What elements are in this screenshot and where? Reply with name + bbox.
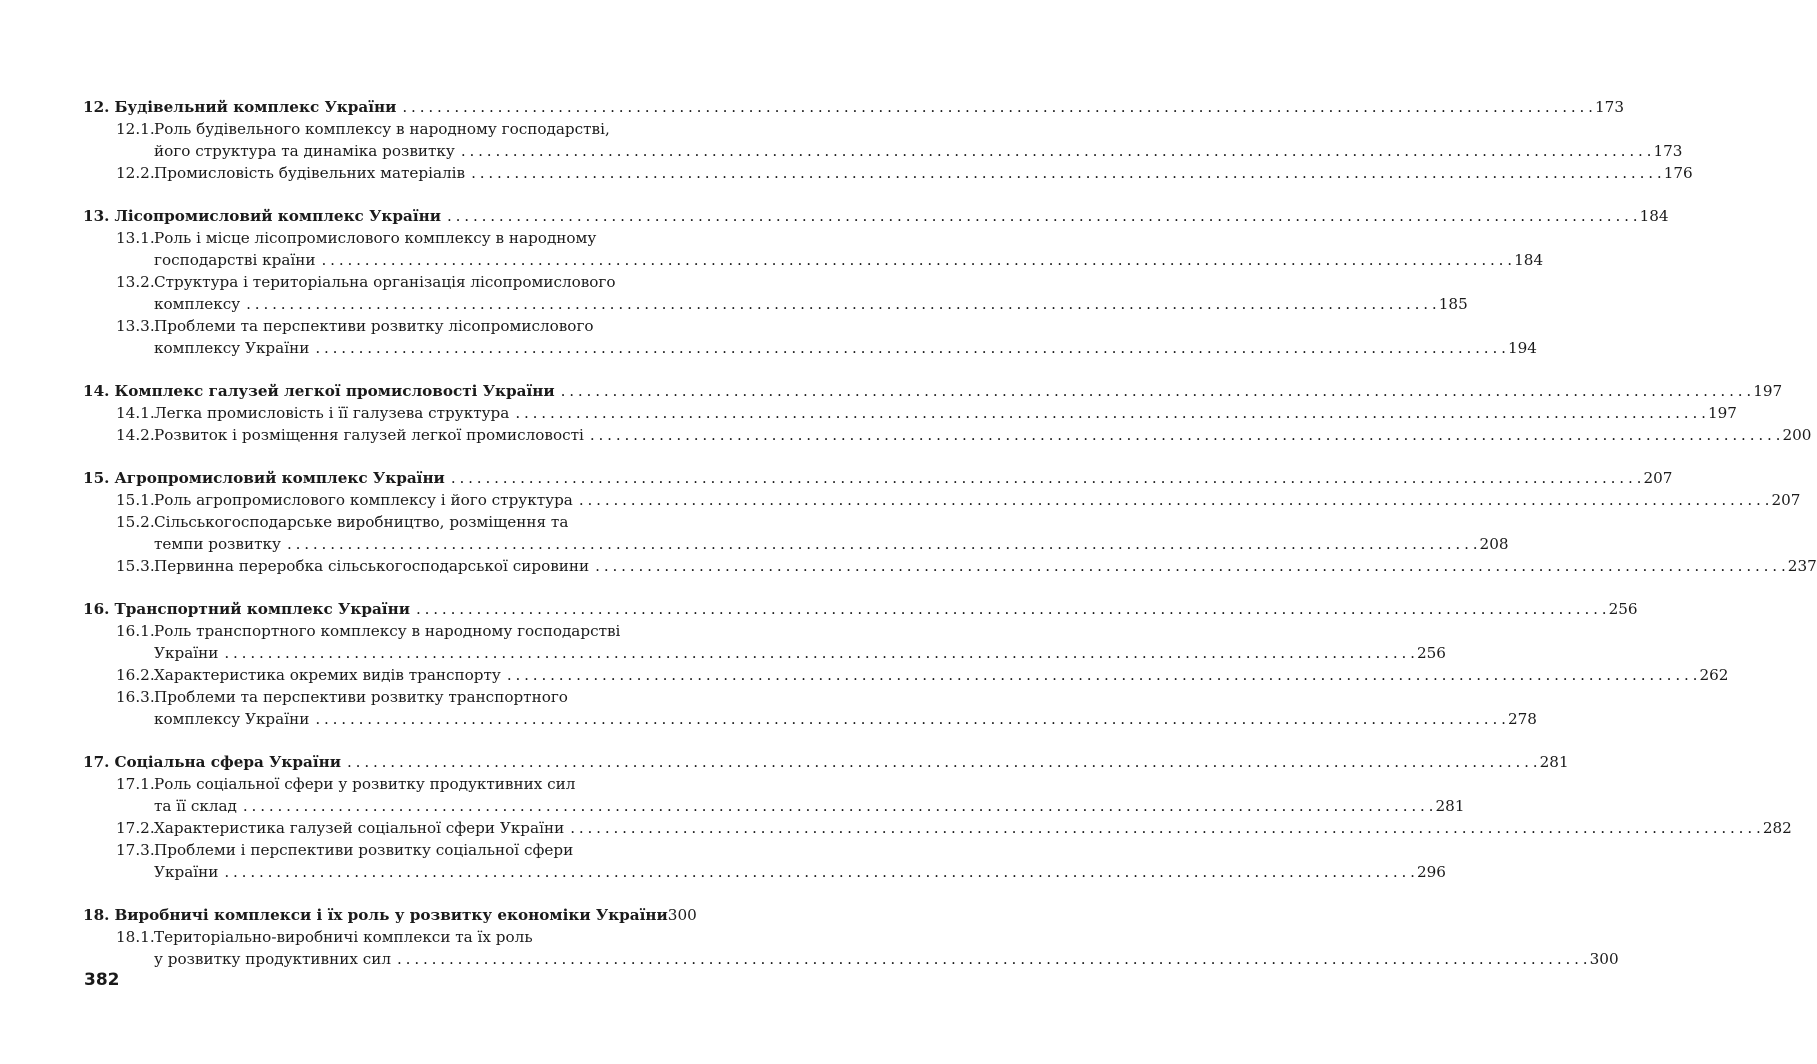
section-title: Проблеми і перспективи розвитку соціальної сфери	[154, 841, 574, 859]
chapter-heading	[83, 205, 1669, 227]
section-line	[83, 555, 1817, 577]
section-title: Роль транспортного комплексу в народному господарстві	[154, 622, 621, 640]
section-title: Роль соціальної сфери у розвитку продуктивних сил	[154, 775, 576, 793]
section-line	[83, 315, 653, 337]
dot-leader	[315, 708, 1506, 730]
dot-leader	[515, 402, 1706, 424]
section-title: Структура і територіальна організація лісопромислового	[154, 273, 616, 291]
section-title: Роль агропромислового комплексу і його структура	[154, 491, 573, 509]
toc-chapter	[83, 598, 1729, 730]
section-number: 14.2.	[116, 426, 155, 444]
section-line	[83, 271, 653, 293]
chapter-heading	[83, 598, 1638, 620]
chapter-title: Комплекс галузей легкої промисловості України	[114, 382, 555, 400]
section-title: Проблеми та перспективи розвитку транспортного	[154, 688, 568, 706]
chapter-number: 18.	[83, 906, 110, 924]
chapter-title: Агропромисловий комплекс України	[114, 469, 445, 487]
section-page: 282	[1762, 819, 1792, 837]
dot-leader	[397, 948, 1588, 970]
toc-chapter	[83, 96, 1693, 184]
dot-leader	[315, 337, 1506, 359]
section-title: Легка промисловість і її галузева структура	[154, 404, 510, 422]
section-title: Роль і місце лісопромислового комплексу в народному	[154, 229, 597, 247]
dot-leader	[451, 467, 1642, 489]
toc-chapter	[83, 751, 1792, 883]
dot-leader	[579, 489, 1770, 511]
dot-leader	[322, 249, 1513, 271]
section-line	[83, 773, 653, 795]
section-title: комплексу України	[154, 710, 310, 728]
section-number: 15.3.	[116, 557, 155, 575]
section-line	[83, 424, 1812, 446]
section-number: 13.3.	[116, 317, 155, 335]
section-line	[83, 249, 1544, 271]
section-line	[83, 948, 1619, 970]
toc-chapter	[83, 904, 1619, 970]
table-of-contents	[83, 96, 1817, 991]
section-page: 197	[1707, 404, 1737, 422]
toc-chapter	[83, 205, 1669, 359]
section-line	[83, 511, 653, 533]
chapter-heading	[83, 751, 1569, 773]
section-number: 15.1.	[116, 491, 155, 509]
section-page: 184	[1514, 251, 1544, 269]
chapter-number: 12.	[83, 98, 110, 116]
chapter-heading	[83, 96, 1624, 118]
section-title: Роль будівельного комплексу в народному господарстві,	[154, 120, 610, 138]
section-page: 281	[1435, 797, 1465, 815]
section-title: комплексу	[154, 295, 241, 313]
page-number: 382	[84, 970, 120, 990]
section-line	[83, 926, 653, 948]
toc-chapter	[83, 380, 1812, 446]
section-title: та її склад	[154, 797, 237, 815]
chapter-number: 17.	[83, 753, 110, 771]
section-title: темпи розвитку	[154, 535, 281, 553]
dot-leader	[402, 96, 1593, 118]
chapter-page: 281	[1539, 753, 1569, 771]
section-number: 12.2.	[116, 164, 155, 182]
chapter-page: 300	[667, 906, 697, 924]
section-line	[83, 839, 653, 861]
section-page: 194	[1507, 339, 1537, 357]
chapter-title: Транспортний комплекс України	[114, 600, 410, 618]
chapter-number: 15.	[83, 469, 110, 487]
section-line	[83, 817, 1792, 839]
dot-leader	[347, 751, 1538, 773]
section-title: Розвиток і розміщення галузей легкої промисловості	[154, 426, 584, 444]
chapter-heading	[83, 380, 1783, 402]
section-title: комплексу України	[154, 339, 310, 357]
section-page: 200	[1782, 426, 1812, 444]
dot-leader	[561, 380, 1752, 402]
section-page: 300	[1589, 950, 1619, 968]
section-page: 207	[1771, 491, 1801, 509]
section-title: Промисловість будівельних матеріалів	[154, 164, 466, 182]
section-title: Характеристика галузей соціальної сфери України	[154, 819, 565, 837]
section-number: 18.1.	[116, 928, 155, 946]
section-line	[83, 402, 1737, 424]
chapter-heading	[83, 467, 1673, 489]
section-number: 17.2.	[116, 819, 155, 837]
section-title: у розвитку продуктивних сил	[154, 950, 392, 968]
dot-leader	[590, 424, 1781, 446]
section-line	[83, 642, 1446, 664]
section-title: України	[154, 644, 219, 662]
section-line	[83, 533, 1509, 555]
dot-leader	[447, 205, 1638, 227]
section-number: 16.2.	[116, 666, 155, 684]
section-title: України	[154, 863, 219, 881]
section-line	[83, 140, 1683, 162]
chapter-page: 207	[1643, 469, 1673, 487]
section-page: 256	[1416, 644, 1446, 662]
dot-leader	[416, 598, 1607, 620]
section-line	[83, 337, 1537, 359]
section-page: 296	[1416, 863, 1446, 881]
section-line	[83, 162, 1693, 184]
section-line	[83, 620, 653, 642]
section-number: 16.3.	[116, 688, 155, 706]
dot-leader	[224, 861, 1415, 883]
dot-leader	[595, 555, 1786, 577]
section-page: 278	[1507, 710, 1537, 728]
section-number: 12.1.	[116, 120, 155, 138]
chapter-page: 173	[1595, 98, 1624, 116]
section-line	[83, 861, 1446, 883]
section-line	[83, 686, 653, 708]
dot-leader	[471, 162, 1662, 184]
chapter-title: Лісопромисловий комплекс України	[114, 207, 441, 225]
section-line	[83, 293, 1468, 315]
chapter-page: 197	[1753, 382, 1783, 400]
dot-leader	[287, 533, 1478, 555]
chapter-page: 256	[1608, 600, 1638, 618]
section-number: 13.1.	[116, 229, 155, 247]
section-page: 237	[1787, 557, 1817, 575]
section-line	[83, 708, 1537, 730]
section-title: Сільськогосподарське виробництво, розміщення та	[154, 513, 569, 531]
section-line	[83, 795, 1465, 817]
section-page: 185	[1438, 295, 1468, 313]
section-number: 14.1.	[116, 404, 155, 422]
section-title: господарстві країни	[154, 251, 316, 269]
section-line	[83, 227, 653, 249]
dot-leader	[224, 642, 1415, 664]
section-page: 208	[1479, 535, 1509, 553]
section-number: 17.3.	[116, 841, 155, 859]
chapter-number: 14.	[83, 382, 110, 400]
dot-leader	[461, 140, 1652, 162]
chapter-title: Соціальна сфера України	[114, 753, 342, 771]
section-number: 17.1.	[116, 775, 155, 793]
section-title: Первинна переробка сільськогосподарської сировини	[154, 557, 590, 575]
chapter-title: Виробничі комплекси і їх роль у розвитку економіки України	[114, 906, 668, 924]
section-page: 262	[1699, 666, 1729, 684]
section-page: 173	[1653, 142, 1683, 160]
section-title: Територіально-виробничі комплекси та їх роль	[154, 928, 533, 946]
chapter-heading	[83, 904, 697, 926]
section-title: Характеристика окремих видів транспорту	[154, 666, 501, 684]
chapter-number: 13.	[83, 207, 110, 225]
chapter-title: Будівельний комплекс України	[114, 98, 397, 116]
section-title: Проблеми та перспективи розвитку лісопромислового	[154, 317, 594, 335]
dot-leader	[246, 293, 1437, 315]
chapter-page: 184	[1639, 207, 1669, 225]
dot-leader	[243, 795, 1434, 817]
section-line	[83, 489, 1801, 511]
toc-chapter	[83, 467, 1817, 577]
section-title: його структура та динаміка розвитку	[154, 142, 455, 160]
dot-leader	[507, 664, 1698, 686]
chapter-number: 16.	[83, 600, 110, 618]
section-number: 13.2.	[116, 273, 155, 291]
dot-leader	[570, 817, 1761, 839]
section-page: 176	[1663, 164, 1693, 182]
section-number: 16.1.	[116, 622, 155, 640]
section-line	[83, 664, 1729, 686]
section-number: 15.2.	[116, 513, 155, 531]
section-line	[83, 118, 653, 140]
